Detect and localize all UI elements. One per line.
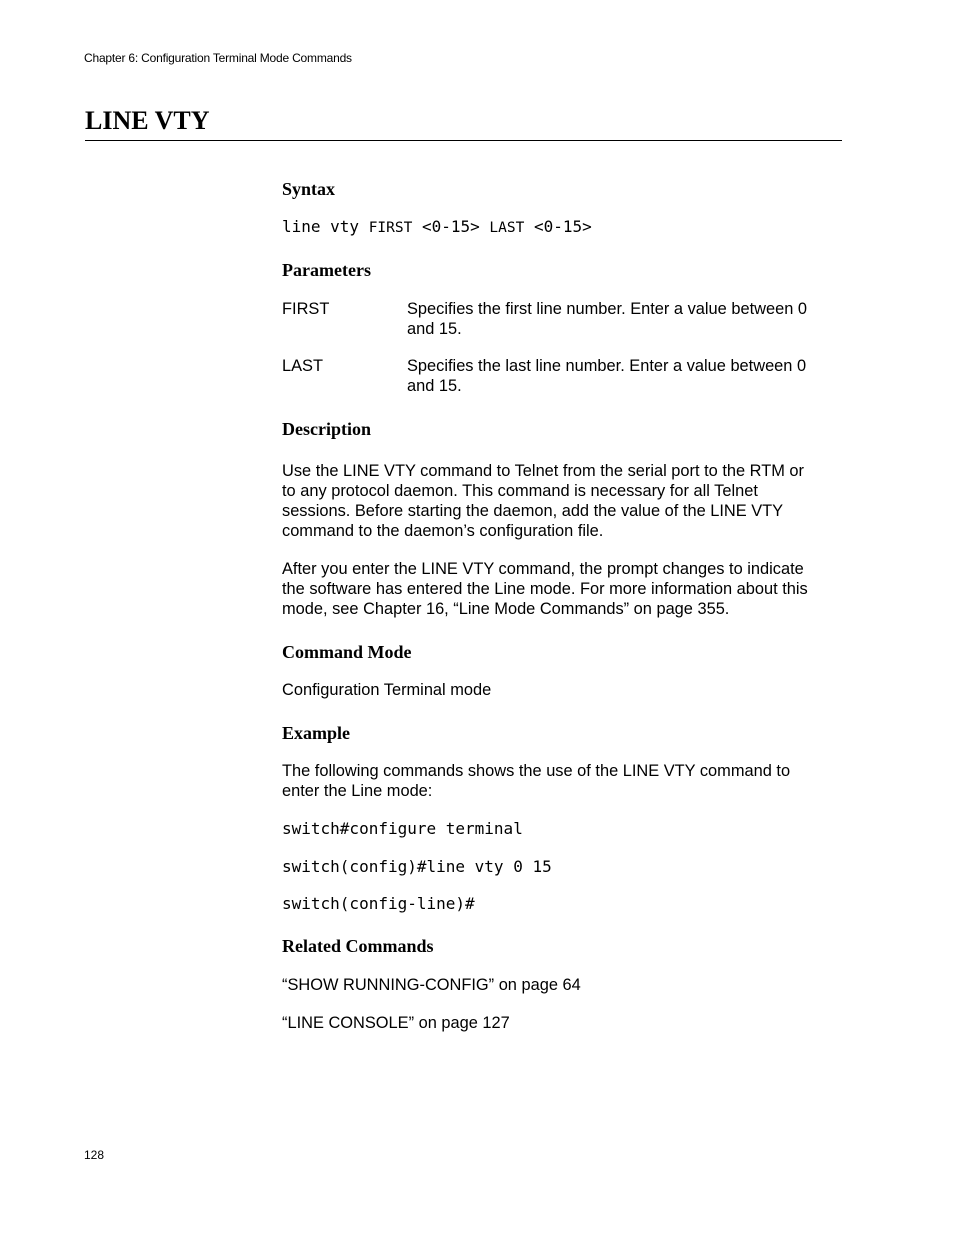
syntax-last-param: LAST xyxy=(489,220,525,236)
example-intro xyxy=(282,761,790,801)
page-number: 128 xyxy=(84,1148,105,1162)
param-desc-last xyxy=(407,356,806,396)
related-command-link-2[interactable]: “LINE CONSOLE” on page 127 xyxy=(282,1014,510,1032)
example-command-2: switch(config)#line vty 0 15 xyxy=(282,857,552,876)
text-line: to any protocol daemon. This command is necessary for all Telnet xyxy=(282,482,758,500)
title-rule xyxy=(85,140,842,141)
text-line: mode, see Chapter 16, “Line Mode Commands” on page 355. xyxy=(282,600,730,618)
example-heading: Example xyxy=(282,723,351,743)
syntax-first-range: <0-15> xyxy=(412,217,490,236)
param-desc-line: Specifies the last line number. Enter a value between 0 xyxy=(407,357,807,375)
param-name-first: FIRST xyxy=(282,300,330,318)
parameters-heading: Parameters xyxy=(282,260,371,280)
description-paragraph-2 xyxy=(282,559,808,619)
param-desc-line: and 15. xyxy=(407,377,462,395)
page-title: LINE VTY xyxy=(85,106,210,135)
related-command-link-1[interactable]: “SHOW RUNNING-CONFIG” on page 64 xyxy=(282,976,581,994)
text-line: the software has entered the Line mode. For more information about this xyxy=(282,580,808,598)
syntax-last-range: <0-15> xyxy=(524,217,592,236)
text-line: Use the LINE VTY command to Telnet from the serial port to the RTM or xyxy=(282,462,804,480)
param-name-last: LAST xyxy=(282,357,323,375)
syntax-command: line vty xyxy=(282,217,369,236)
param-desc-line: Specifies the first line number. Enter a value between 0 xyxy=(407,300,807,318)
command-mode-text: Configuration Terminal mode xyxy=(282,681,492,699)
text-line: command to the daemon’s configuration file. xyxy=(282,522,604,540)
example-command-3: switch(config-line)# xyxy=(282,894,475,913)
related-commands-heading: Related Commands xyxy=(282,936,434,956)
param-desc-line: and 15. xyxy=(407,320,462,338)
param-desc-first xyxy=(407,299,807,339)
description-heading: Description xyxy=(282,419,371,439)
syntax-heading: Syntax xyxy=(282,179,336,199)
running-header: Chapter 6: Configuration Terminal Mode Commands xyxy=(84,51,352,65)
text-line: After you enter the LINE VTY command, the prompt changes to indicate xyxy=(282,560,804,578)
description-paragraph-1 xyxy=(282,461,804,541)
text-line: sessions. Before starting the daemon, add the value of the LINE VTY xyxy=(282,502,784,520)
text-line: enter the Line mode: xyxy=(282,782,433,800)
text-line: The following commands shows the use of the LINE VTY command to xyxy=(282,762,791,780)
command-mode-heading: Command Mode xyxy=(282,642,412,662)
syntax-line xyxy=(282,217,592,238)
syntax-first-param: FIRST xyxy=(368,220,413,236)
example-command-1: switch#configure terminal xyxy=(282,819,523,838)
